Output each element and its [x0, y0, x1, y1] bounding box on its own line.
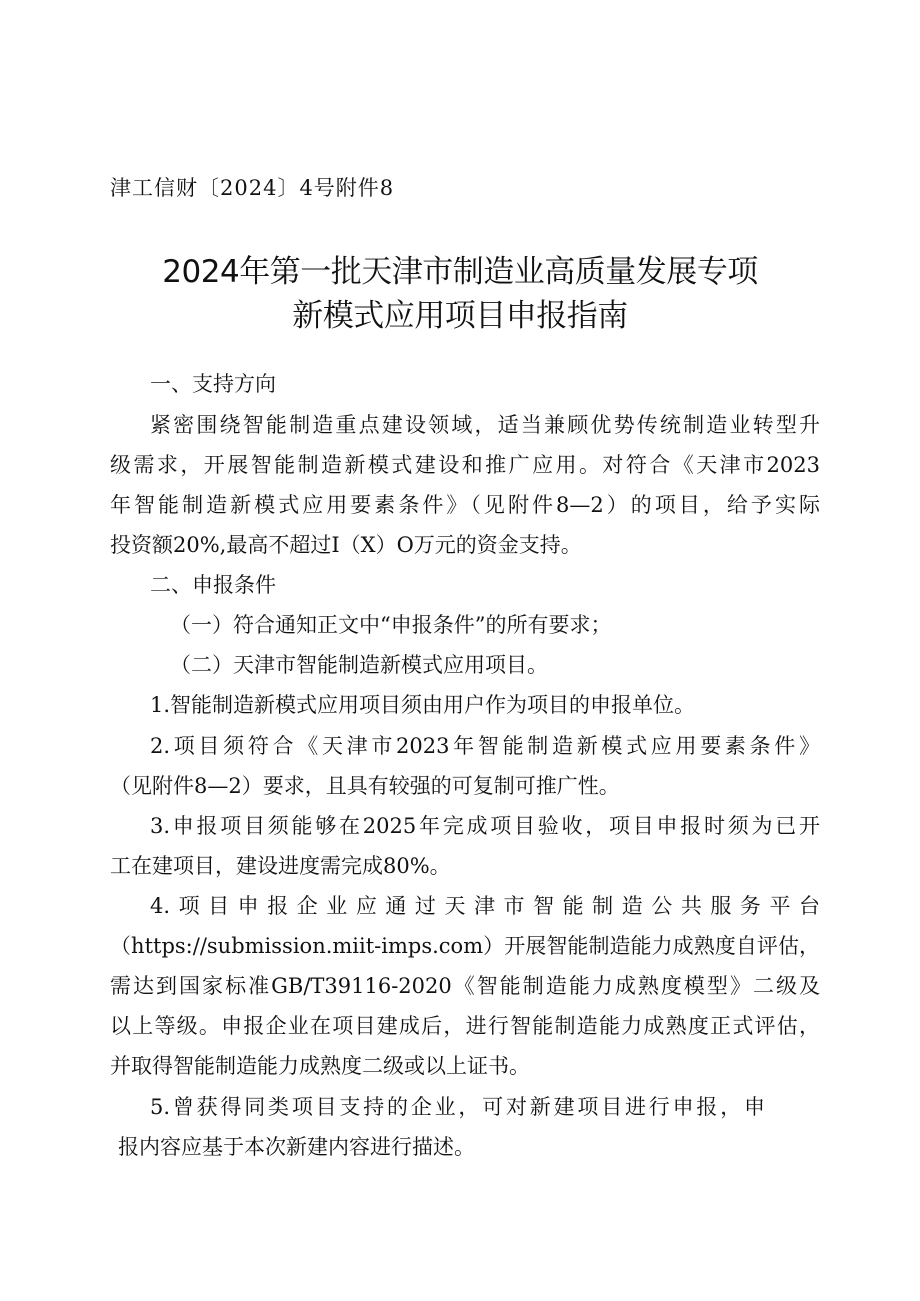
section-heading-application-conditions: 二、申报条件: [150, 573, 276, 597]
paragraph-line: （见附件8—2）要求，且具有较强的可复制可推广性。: [110, 774, 620, 798]
list-item: （二）天津市智能制造新模式应用项目。: [170, 653, 548, 677]
paragraph-line: 以上等级。申报企业在项目建成后，进行智能制造能力成熟度正式评估，: [110, 1014, 820, 1038]
list-item: 1.智能制造新模式应用项目须由用户作为项目的申报单位。: [150, 693, 696, 717]
document-title-line-2: 新模式应用项目申报指南: [292, 298, 628, 334]
paragraph-line: 报内容应基于本次新建内容进行描述。: [118, 1135, 475, 1159]
paragraph-line: 需达到国家标准GB/T39116-2020《智能制造能力成熟度模型》二级及: [110, 974, 820, 998]
list-item: 3.申报项目须能够在2025年完成项目验收，项目申报时须为已开: [150, 814, 820, 838]
paragraph-line: 工在建项目，建设进度需完成80%。: [110, 854, 451, 878]
section-heading-support-direction: 一、支持方向: [150, 372, 276, 396]
paragraph-line: 并取得智能制造能力成熟度二级或以上证书。: [110, 1054, 530, 1078]
list-item: 5.曾获得同类项目支持的企业，可对新建项目进行申报，申: [150, 1095, 765, 1119]
list-item: （一）符合通知正文中“申报条件”的所有要求；: [170, 613, 612, 637]
document-title-line-1: 2024年第一批天津市制造业高质量发展专项: [162, 254, 758, 290]
paragraph-line: 投资额20%,最高不超过I（X）O万元的资金支持。: [110, 533, 582, 557]
paragraph-line: 紧密围绕智能制造重点建设领域，适当兼顾优势传统制造业转型升: [150, 413, 820, 437]
list-item: 2.项目须符合《天津市2023年智能制造新模式应用要素条件》: [150, 734, 820, 758]
paragraph-line: 年智能制造新模式应用要素条件》（见附件8—2）的项目，给予实际: [110, 493, 820, 517]
paragraph-line: （https://submission.miit-imps.com）开展智能制造能力成熟度自评估，: [110, 934, 820, 958]
list-item: 4.项目申报企业应通过天津市智能制造公共服务平台: [150, 894, 820, 918]
document-reference: 津工信财〔2024〕4号附件8: [110, 176, 395, 200]
paragraph-line: 级需求，开展智能制造新模式建设和推广应用。对符合《天津市2023: [110, 453, 820, 477]
